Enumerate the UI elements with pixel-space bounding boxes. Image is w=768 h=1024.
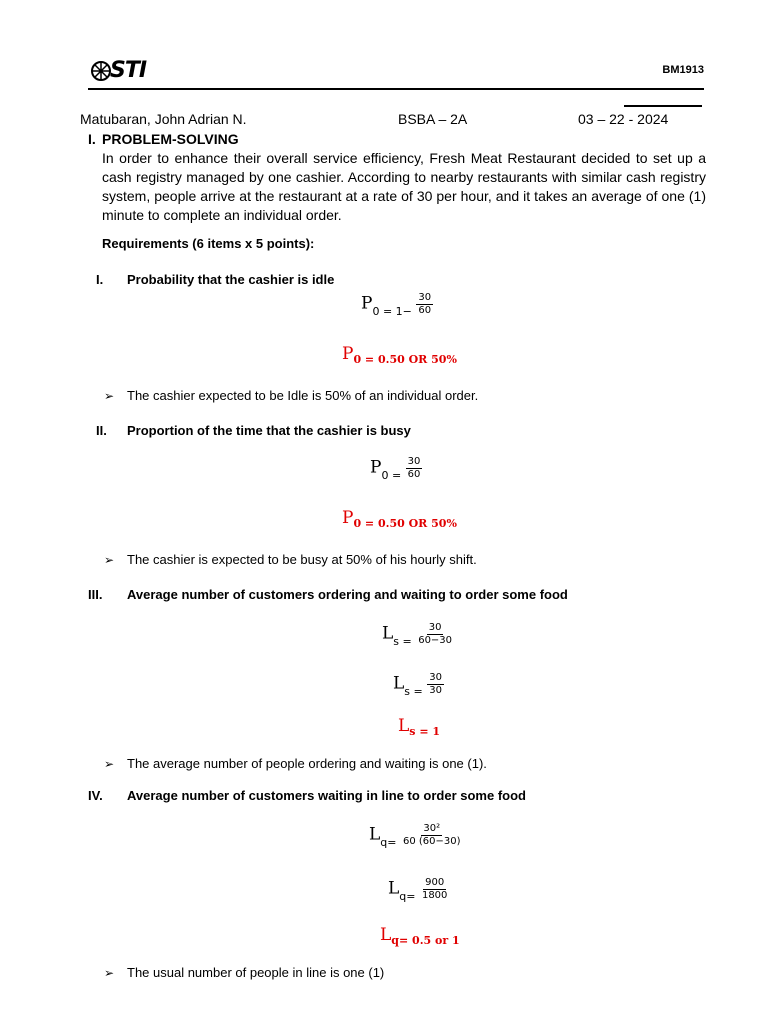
section-number: I.	[88, 131, 96, 147]
formula-result: $L_{q= 0.5 or 1}$	[380, 925, 460, 947]
item-conclusion: The usual number of people in line is one (1)	[127, 965, 385, 980]
arrow-bullet-icon: ➢	[104, 966, 115, 980]
item-title: Average number of customers ordering and waiting to order some food	[127, 587, 568, 602]
section-title: PROBLEM-SOLVING	[102, 131, 239, 147]
problem-statement: In order to enhance their overall service efficiency, Fresh Meat Restaurant decided to set up a cash registry managed by one cashier. According to nearby restaurants with similar cash registry system, people arrive at the restaurant at a rate of 30 per hour, and it takes an average of one (1) minute to complete an individual order.	[102, 150, 706, 223]
arrow-bullet-icon: ➢	[104, 389, 115, 403]
formula	[361, 292, 433, 317]
fraction: $\frac{30}{60}$	[407, 456, 421, 480]
sti-globe-icon	[90, 60, 112, 82]
formula: $L_{q=}$ $\frac{900}{1800}$	[388, 877, 448, 903]
date-overline	[624, 105, 702, 107]
arrow-bullet-icon: ➢	[104, 553, 115, 567]
arrow-bullet-icon: ➢	[104, 757, 115, 771]
item-conclusion: The cashier is expected to be busy at 50% of his hourly shift.	[127, 552, 477, 567]
formula-sub: 0 = 1−	[372, 304, 412, 318]
student-name: Matubaran, John Adrian N.	[80, 111, 247, 127]
item-conclusion: The average number of people ordering and waiting is one (1).	[127, 756, 487, 771]
item-title: Proportion of the time that the cashier is busy	[127, 423, 411, 438]
formula-var: P	[361, 293, 373, 314]
formula: $L_{s =}$ $\frac{30}{30}$	[393, 672, 442, 698]
header-divider	[88, 88, 704, 90]
item-number: I.	[96, 272, 104, 287]
item-title: Average number of customers waiting in line to order some food	[127, 788, 526, 803]
fraction: $\frac{\text{30²}}{60 (60-30)}$	[402, 823, 461, 847]
item-number: III.	[88, 587, 103, 602]
student-section: BSBA – 2A	[398, 111, 468, 127]
formula: $L_{s =}$ $\frac{30}{60-30}$	[382, 622, 453, 648]
item-title: Probability that the cashier is idle	[127, 272, 335, 287]
sti-logo	[90, 58, 150, 84]
item-conclusion: The cashier expected to be Idle is 50% of an individual order.	[127, 388, 479, 403]
formula: $P_{0 =}$ $\frac{30}{60}$	[370, 456, 421, 482]
requirements-heading: Requirements (6 items x 5 points):	[102, 236, 315, 251]
fraction: $\frac{30}{30}$	[429, 672, 442, 696]
item-number: IV.	[88, 788, 103, 803]
document-code: BM1913	[662, 64, 704, 76]
fraction: $\frac{30}{60}$	[418, 292, 432, 316]
formula: $L_{q=}$ $\frac{\text{30²}}{60 (60-30)}$	[369, 823, 461, 849]
fraction: $\frac{900}{1800}$	[421, 877, 448, 901]
fraction: $\frac{30}{60-30}$	[418, 622, 453, 646]
submission-date: 03 – 22 - 2024	[578, 111, 669, 127]
logo-text: STI	[110, 58, 147, 83]
item-number: II.	[96, 423, 107, 438]
formula-result: $P_{0 = 0.50 OR 50\%}$	[342, 508, 457, 530]
formula-result: $L_{s = 1}$	[398, 716, 441, 738]
formula-result: $P_{0 = 0.50 OR 50\%}$	[342, 344, 457, 366]
